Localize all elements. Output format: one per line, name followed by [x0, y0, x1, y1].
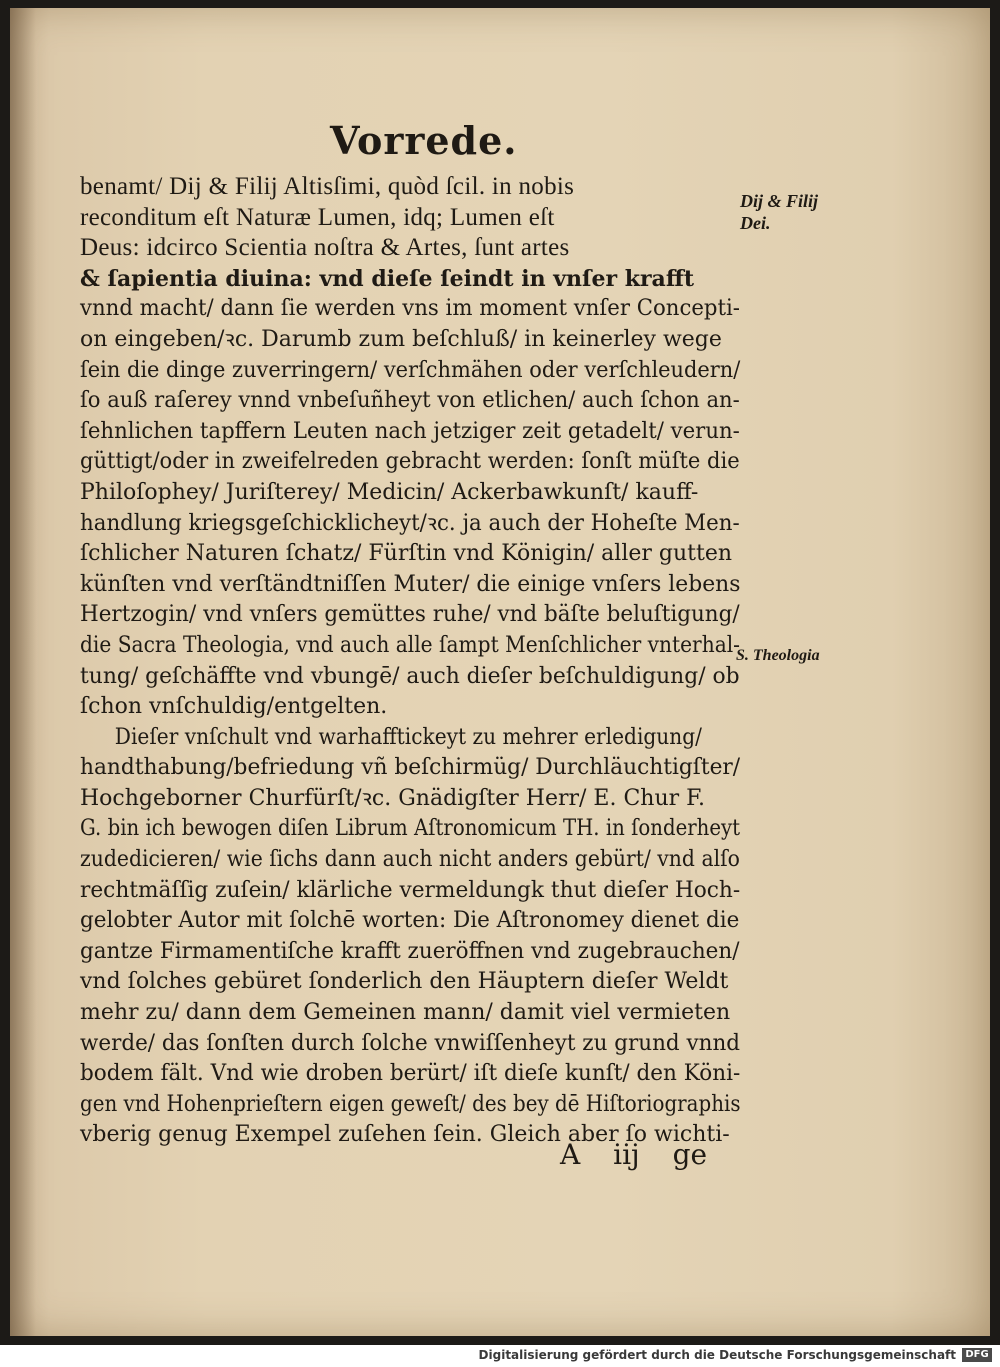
text-line-2: reconditum eſt Naturæ Lumen, idq; Lumen eſt: [80, 203, 555, 231]
text-line-12: handlung kriegsgeſchicklicheyt/ꝛc. ja auch der Hoheſte Men-: [80, 510, 740, 536]
text-line-3: Deus: idcirco Scientia noſtra & Artes, ſunt artes: [80, 234, 570, 262]
margin-note-theologia: S. Theologia: [736, 647, 820, 664]
text-line-17: tung/ geſchäffte vnd vbungē/ auch dieſer beſchuldigung/ ob: [80, 663, 740, 689]
dfg-logo: DFG: [962, 1348, 992, 1362]
text-line-19: Dieſer vnſchult vnd warhafftickeyt zu mehrer erledigung/: [114, 724, 702, 750]
text-line-1: benamt/ Dij & Filij Altisſimi, quòd ſcil. in nobis: [80, 173, 575, 200]
signature-line: [560, 1138, 740, 1171]
text-line-16: die Sacra Theologia, vnd auch alle ſampt Menſchlicher vnterhal-: [80, 632, 740, 658]
signature-mark: A iij: [560, 1138, 640, 1171]
text-line-24: rechtmäſſig zuſein/ klärliche vermeldungk thut dieſer Hoch-: [80, 877, 741, 903]
text-line-28: mehr zu/ dann dem Gemeinen mann/ damit viel vermieten: [80, 1000, 731, 1026]
text-line-15: Hertzogin/ vnd vnſers gemüttes ruhe/ vnd bäſte beluſtigung/: [80, 602, 740, 628]
text-line-8: ſo auß raſerey vnnd vnbeſuñheyt von etlichen/ auch ſchon an-: [80, 388, 740, 414]
text-line-21: Hochgeborner Churfürſt/ꝛc. Gnädigſter Herr/ E. Chur F.: [80, 785, 705, 811]
text-line-23: zudedicieren/ wie ſichs dann auch nicht anders gebürt/ vnd alſo: [80, 847, 740, 873]
text-line-10: güttigt/oder in zweifelreden gebracht werden: ſonſt müſte die: [80, 449, 740, 475]
text-line-30: bodem fält. Vnd wie droben berürt/ iſt dieſe kunſt/ den Köni-: [80, 1061, 741, 1087]
funding-notice: Digitalisierung gefördert durch die Deutsche Forschungsgemeinschaft: [478, 1348, 956, 1362]
text-line-18: ſchon vnſchuldig/entgelten.: [80, 694, 388, 720]
catchword: ge: [672, 1138, 708, 1171]
page-gutter-shadow: [10, 8, 36, 1336]
body-text: [80, 172, 740, 1151]
text-line-25: gelobter Autor mit ſolchē worten: Die Aſtronomey dienet die: [80, 908, 740, 934]
text-line-7: ſein die dinge zuverringern/ verſchmähen oder verſchleudern/: [80, 357, 741, 383]
margin-note-dij-filij: Dij & Filij Dei.: [740, 191, 819, 233]
running-header: Vorrede.: [330, 118, 518, 163]
text-line-26: gantze Firmamentiſche krafft zueröffnen vnd zugebrauchen/: [80, 938, 740, 964]
text-line-9: ſehnlichen tapffern Leuten nach jetziger zeit getadelt/ verun-: [80, 418, 740, 444]
text-line-6: on eingeben/ꝛc. Darumb zum beſchluß/ in keinerley wege: [80, 326, 722, 352]
footer-bar: [0, 1345, 1000, 1367]
text-line-11: Philoſophey/ Juriſterey/ Medicin/ Ackerbawkunſt/ kauff-: [80, 479, 699, 505]
text-line-31: gen vnd Hohenprieſtern eigen geweſt/ des bey dē Hiſtoriographis: [80, 1091, 741, 1117]
text-line-29: werde/ das ſonſten durch ſolche vnwiſſenheyt zu grund vnnd: [80, 1030, 741, 1056]
text-line-27: vnd ſolches gebüret ſonderlich den Häuptern dieſer Weldt: [80, 969, 729, 995]
text-line-22: G. bin ich bewogen diſen Librum Aſtronomicum TH. in ſonderheyt: [80, 816, 741, 842]
text-line-4: & ſapientia diuina: vnd dieſe ſeindt in vnſer krafft: [80, 265, 695, 292]
text-line-5: vnnd macht/ dann ſie werden vns im moment vnſer Concepti-: [80, 296, 740, 322]
text-line-20: handthabung/befriedung vñ beſchirmüg/ Durchläuchtigſter/: [80, 755, 741, 781]
text-line-14: künſten vnd verſtändtniſſen Muter/ die einige vnſers lebens: [80, 571, 741, 597]
text-line-13: ſchlicher Naturen ſchatz/ Fürſtin vnd Königin/ aller gutten: [80, 541, 733, 567]
text-line-32: vberig genug Exempel zuſehen ſein. Gleich aber ſo wichti-: [80, 1122, 730, 1148]
